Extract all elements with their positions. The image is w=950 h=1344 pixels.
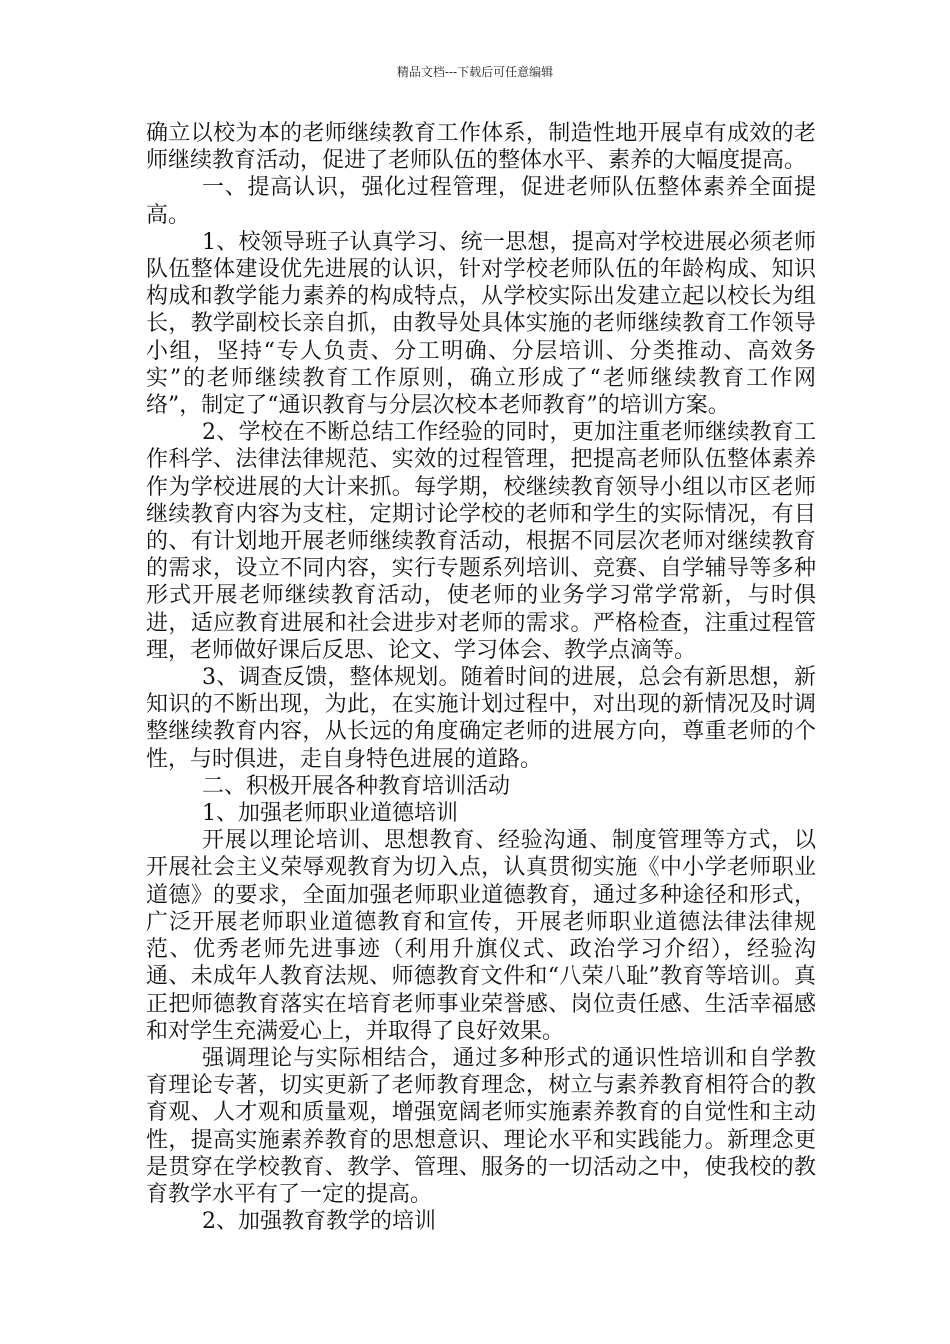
paragraph-item-3: 3、调查反馈，整体规划。随着时间的进展，总会有新思想，新知识的不断出现，为此，在实施计划过程中，对出现的新情况及时调整继续教育内容，从长远的角度确定老师的进展方向，尊重老师的个性，与时俱进，走自身特色进展的道路。 bbox=[146, 665, 816, 772]
document-body bbox=[146, 120, 816, 1235]
page-header: 精品文档---下载后可任意编辑 bbox=[396, 65, 554, 79]
section-heading-2: 二、积极开展各种教育培训活动 bbox=[202, 773, 511, 799]
subsection-heading-1: 1、加强老师职业道德培训 bbox=[202, 801, 458, 827]
subsection-heading-2: 2、加强教育教学的培训 bbox=[202, 1209, 436, 1235]
section-heading-1: 一、提高认识，强化过程管理，促进老师队伍整体素养全面提高。 bbox=[146, 175, 816, 228]
paragraph-item-1: 1、校领导班子认真学习、统一思想，提高对学校进展必须老师队伍整体建设优先进展的认识，针对学校老师队伍的年龄构成、知识构成和教学能力素养的构成特点，从学校实际出发建立起以校长为组长，教学副校长亲自抓，由教导处具体实施的老师继续教育工作领导小组，坚持“专人负责、分工明确、分层培训、分类推动、高效务实”的老师继续教育工作原则，确立形成了“老师继续教育工作网络”，制定了“通识教育与分层次校本老师教育”的培训方案。 bbox=[146, 229, 816, 419]
paragraph-theory-practice: 强调理论与实际相结合，通过多种形式的通识性培训和自学教育理论专著，切实更新了老师教育理念，树立与素养教育相符合的教育观、人才观和质量观，增强宽阔老师实施素养教育的自觉性和主动性，提高实施素养教育的思想意识、理论水平和实践能力。新理念更是贯穿在学校教育、教学、管理、服务的一切活动之中，使我校的教育教学水平有了一定的提高。 bbox=[146, 1045, 816, 1207]
paragraph-intro: 确立以校为本的老师继续教育工作体系，制造性地开展卓有成效的老师继续教育活动，促进了老师队伍的整体水平、素养的大幅度提高。 bbox=[146, 121, 816, 174]
paragraph-item-2: 2、学校在不断总结工作经验的同时，更加注重老师继续教育工作科学、法律法律规范、实效的过程管理，把提高老师队伍整体素养作为学校进展的大计来抓。每学期，校继续教育领导小组以市区老师继续教育内容为支柱，定期讨论学校的老师和学生的实际情况，有目的、有计划地开展老师继续教育活动，根据不同层次老师对继续教育的需求，设立不同内容，实行专题系列培训、竞赛、自学辅导等多种形式开展老师继续教育活动，使老师的业务学习常学常新，与时俱进，适应教育进展和社会进步对老师的需求。严格检查，注重过程管理，老师做好课后反思、论文、学习体会、教学点滴等。 bbox=[146, 420, 816, 663]
paragraph-ethics-training: 开展以理论培训、思想教育、经验沟通、制度管理等方式，以开展社会主义荣辱观教育为切入点，认真贯彻实施《中小学老师职业道德》的要求，全面加强老师职业道德教育，通过多种途径和形式，广泛开展老师职业道德教育和宣传，开展老师职业道德法律法律规范、优秀老师先进事迹（利用升旗仪式、政治学习介绍），经验沟通、未成年人教育法规、师德教育文件和“八荣八耻”教育等培训。真正把师德教育落实在培育老师事业荣誉感、岗位责任感、生活幸福感和对学生充满爱心上，并取得了良好效果。 bbox=[146, 828, 816, 1044]
